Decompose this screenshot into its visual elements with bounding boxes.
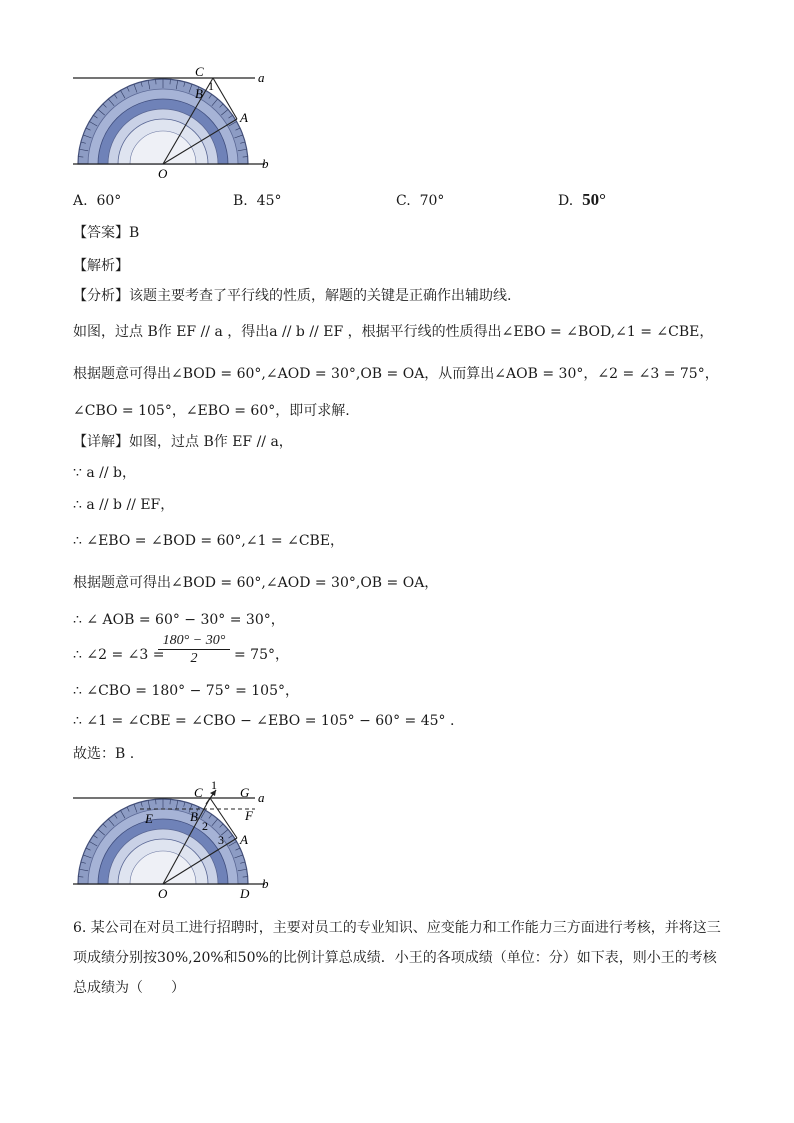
label-D: D xyxy=(240,886,250,901)
answer-line xyxy=(73,224,139,242)
protractor-figure-1 xyxy=(70,62,290,182)
label-E: E xyxy=(145,811,153,826)
label-F: F xyxy=(245,808,253,823)
label-B: B xyxy=(190,809,198,824)
solution-line-10-rhs: = 75°， xyxy=(234,647,289,663)
protractor-figure-2 xyxy=(70,776,290,901)
label-B: B xyxy=(195,86,203,101)
analysis-tag: 【解析】 xyxy=(73,258,129,274)
xiangjie-line: 【详解】如图，过点 B作 EF // a， xyxy=(73,434,293,450)
solution-line-12: ∴ ∠1 = ∠CBE = ∠CBO − ∠EBO = 105° − 60° = 45° . xyxy=(73,713,455,729)
option-d: D. 50° xyxy=(558,190,606,209)
solution-line-10-lhs: ∴ ∠2 = ∠3 = xyxy=(73,647,165,663)
label-A: A xyxy=(240,110,248,125)
fraction-numerator: 180° − 30° xyxy=(162,633,226,648)
fenxi-line: 【分析】该题主要考查了平行线的性质，解题的关键是正确作出辅助线. xyxy=(73,288,512,304)
question-6 xyxy=(73,913,733,1003)
label-a: a xyxy=(258,70,265,85)
label-angle-2: 2 xyxy=(202,819,208,833)
label-G: G xyxy=(240,785,250,800)
solution-line-6: ∴ a // b // EF， xyxy=(73,497,175,513)
question-6-line-3: 总成绩为（ ） xyxy=(73,980,185,996)
answer-value: B xyxy=(129,225,140,241)
label-C: C xyxy=(194,785,203,800)
label-O: O xyxy=(158,886,168,901)
label-b: b xyxy=(262,876,269,891)
label-C: C xyxy=(195,64,204,79)
question-6-line-1: 6. 某公司在对员工进行招聘时，主要对员工的专业知识、应变能力和工作能力三方面进行考核，并将这三 xyxy=(73,920,721,936)
option-b: B. 45° xyxy=(233,193,282,209)
label-a: a xyxy=(258,790,265,805)
fraction xyxy=(158,632,230,667)
label-angle-1: 1 xyxy=(208,79,214,93)
label-angle-3: 3 xyxy=(218,833,224,847)
option-a: A. 60° xyxy=(73,193,122,209)
solution-line-8: 根据题意可得出∠BOD = 60°,∠AOD = 30°,OB = OA， xyxy=(73,575,439,591)
solution-line-9: ∴ ∠ AOB = 60° − 30° = 30°， xyxy=(73,612,285,628)
label-A: A xyxy=(240,832,248,847)
solution-line-2: 根据题意可得出∠BOD = 60°,∠AOD = 30°,OB = OA，从而算出∠AOB = 30°，∠2 = ∠3 = 75°， xyxy=(73,366,719,382)
fraction-denominator: 2 xyxy=(190,651,198,666)
option-c: C. 70° xyxy=(396,193,445,209)
answer-tag: 【答案】 xyxy=(73,225,129,241)
solution-line-3: ∠CBO = 105°，∠EBO = 60°，即可求解. xyxy=(73,403,350,419)
solution-line-11: ∴ ∠CBO = 180° − 75° = 105°， xyxy=(73,683,299,699)
label-b: b xyxy=(262,156,269,171)
solution-line-13: 故选：B . xyxy=(73,746,135,762)
solution-line-1: 如图，过点 B作 EF // a ，得出a // b // EF ，根据平行线的性质得出∠EBO = ∠BOD,∠1 = ∠CBE， xyxy=(73,324,714,340)
solution-line-5: ∵ a // b， xyxy=(73,465,136,481)
question-6-line-2: 项成绩分别按30%,20%和50%的比例计算总成绩．小王的各项成绩（单位：分）如下表，则小王的考核 xyxy=(73,950,717,966)
label-O: O xyxy=(158,166,168,181)
label-angle-1: 1 xyxy=(211,778,217,792)
solution-line-7: ∴ ∠EBO = ∠BOD = 60°,∠1 = ∠CBE， xyxy=(73,533,345,549)
